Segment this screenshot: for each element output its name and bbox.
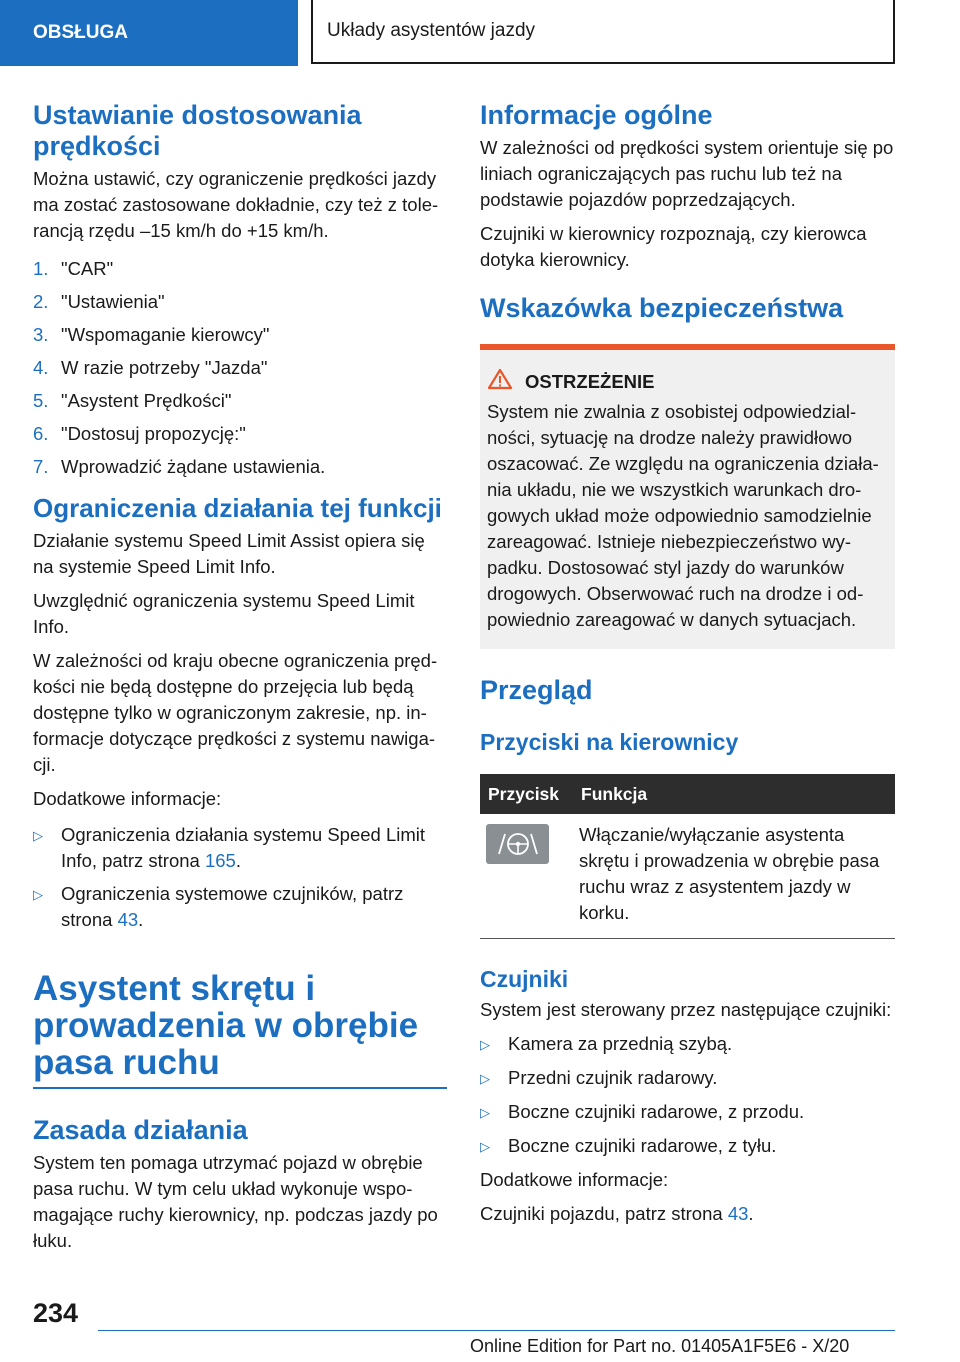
list-item: ▷ Boczne czujniki radarowe, z przodu. [480, 1099, 895, 1126]
buttons-heading: Przyciski na kierownicy [480, 729, 739, 755]
table-row [480, 814, 895, 939]
lane-assist-button-icon [486, 824, 549, 864]
list-item: ▷ Przedni czujnik radarowy. [480, 1065, 895, 1092]
buttons-table [480, 774, 895, 939]
limits-paragraph-1: Działanie systemu Speed Limit Assist opiera się na systemie Speed Limit Info. [33, 530, 425, 577]
overview-heading: Przegląd [480, 675, 593, 705]
warning-text: System nie zwalnia z osobistej odpowiedzialności, sytuację na drodze należy prawidłowo oszacować. Ze względu na ograniczenia działania układu, nie we wszystkich warunkach drogowych układ może odpowiednio samodzielnie zareagować. Istnieje niebezpieczeństwo wypadku. Dostosować styl jazdy do warunków drogowych. Obserwować ruch na drodze i odpowiednio zareagować w danych sytuacjach. [487, 401, 879, 630]
speed-adjust-intro: Można ustawić, czy ograniczenie prędkości jazdy ma zostać zastosowane dokładnie, czy też z tolerancją rzędu –15 km/h do +15 km/h. [33, 168, 439, 241]
bullet-triangle-icon: ▷ [480, 1071, 490, 1086]
limits-heading: Ograniczenia działania tej funkcji [33, 493, 442, 523]
bullet-triangle-icon: ▷ [480, 1037, 490, 1052]
footer-rule [98, 1330, 895, 1331]
page-number: 234 [33, 1298, 79, 1328]
limits-more-info: Dodatkowe informacje: [33, 788, 222, 809]
table-header-function: Funkcja [573, 774, 895, 814]
general-paragraph-1: W zależności od prędkości system orientuje się po liniach ograniczających pas ruchu lub też na podstawie pojazdów poprzedzających. [480, 137, 894, 210]
list-item: ▷ Ograniczenia działania systemu Speed Limit Info, patrz strona 165. [33, 822, 447, 874]
table-cell-function: Włączanie/wyłączanie asystenta skrętu i prowadzenia w obrębie pasa ruchu wraz z asystentem jazdy w korku. [573, 814, 895, 939]
table-header-button: Przycisk [480, 774, 573, 814]
left-column [33, 100, 447, 1254]
main-heading: Asystent skrętu i prowadzenia w obrębie pasa ruchu [33, 969, 419, 1082]
sensors-reference: Czujniki pojazdu, patrz strona 43. [480, 1203, 754, 1224]
limits-paragraph-2: Uwzględnić ograniczenia systemu Speed Limit Info. [33, 590, 415, 637]
chapter-header [311, 0, 895, 64]
general-paragraph-2: Czujniki w kierownicy rozpoznają, czy kierowca dotyka kierownicy. [480, 223, 867, 270]
bullet-triangle-icon: ▷ [33, 828, 43, 843]
steps-list [33, 252, 447, 483]
list-item: 1. "CAR" [33, 258, 114, 279]
page-link[interactable]: 43 [117, 909, 139, 930]
limits-bullets [33, 822, 447, 933]
list-item: ▷ Ograniczenia systemowe czujników, patrz strona 43. [33, 881, 447, 933]
warning-title: OSTRZEŻENIE [487, 368, 885, 395]
sensors-list [480, 1031, 895, 1160]
safety-heading: Wskazówka bezpieczeństwa [480, 293, 844, 323]
bullet-triangle-icon: ▷ [480, 1139, 490, 1154]
bullet-triangle-icon: ▷ [33, 887, 43, 902]
section-title: OBSŁUGA [33, 22, 128, 43]
right-column [480, 100, 895, 1227]
sensors-heading: Czujniki [480, 966, 569, 992]
list-item: 3. "Wspomaganie kierowcy" [33, 324, 270, 345]
section-tab [0, 0, 298, 66]
speed-adjust-heading: Ustawianie dostosowania prędkości [33, 100, 362, 161]
list-item: 4. W razie potrzeby "Jazda" [33, 357, 268, 378]
limits-paragraph-3: W zależności od kraju obecne ograniczenia prędkości nie będą dostępne do przejęcia lub będą dostępne tylko w ograniczonym zakresie, np. informacje dotyczące prędkości z systemu nawigacji. [33, 650, 438, 775]
page-link[interactable]: 165 [204, 850, 236, 871]
general-heading: Informacje ogólne [480, 100, 713, 130]
principle-heading: Zasada działania [33, 1115, 248, 1145]
sensors-more-info: Dodatkowe informacje: [480, 1169, 669, 1190]
list-item: ▷ Kamera za przednią szybą. [480, 1031, 895, 1058]
list-item: 7. Wprowadzić żądane ustawienia. [33, 456, 326, 477]
list-item: ▷ Boczne czujniki radarowe, z tyłu. [480, 1133, 895, 1160]
list-item: 6. "Dostosuj propozycję:" [33, 423, 246, 444]
warning-triangle-icon [487, 368, 525, 395]
page-link[interactable]: 43 [727, 1203, 749, 1224]
warning-box [480, 350, 895, 649]
chapter-title: Układy asystentów jazdy [327, 20, 536, 41]
edition-note: Online Edition for Part no. 01405A1F5E6 - X/20 [470, 1336, 850, 1356]
list-item: 5. "Asystent Prędkości" [33, 390, 232, 411]
sensors-intro: System jest sterowany przez następujące czujniki: [480, 999, 892, 1020]
principle-text: System ten pomaga utrzymać pojazd w obrębie pasa ruchu. W tym celu układ wykonuje wspomagające ruchy kierownicy, np. podczas jazdy po łuku. [33, 1152, 438, 1251]
bullet-triangle-icon: ▷ [480, 1105, 490, 1120]
list-item: 2. "Ustawienia" [33, 291, 165, 312]
